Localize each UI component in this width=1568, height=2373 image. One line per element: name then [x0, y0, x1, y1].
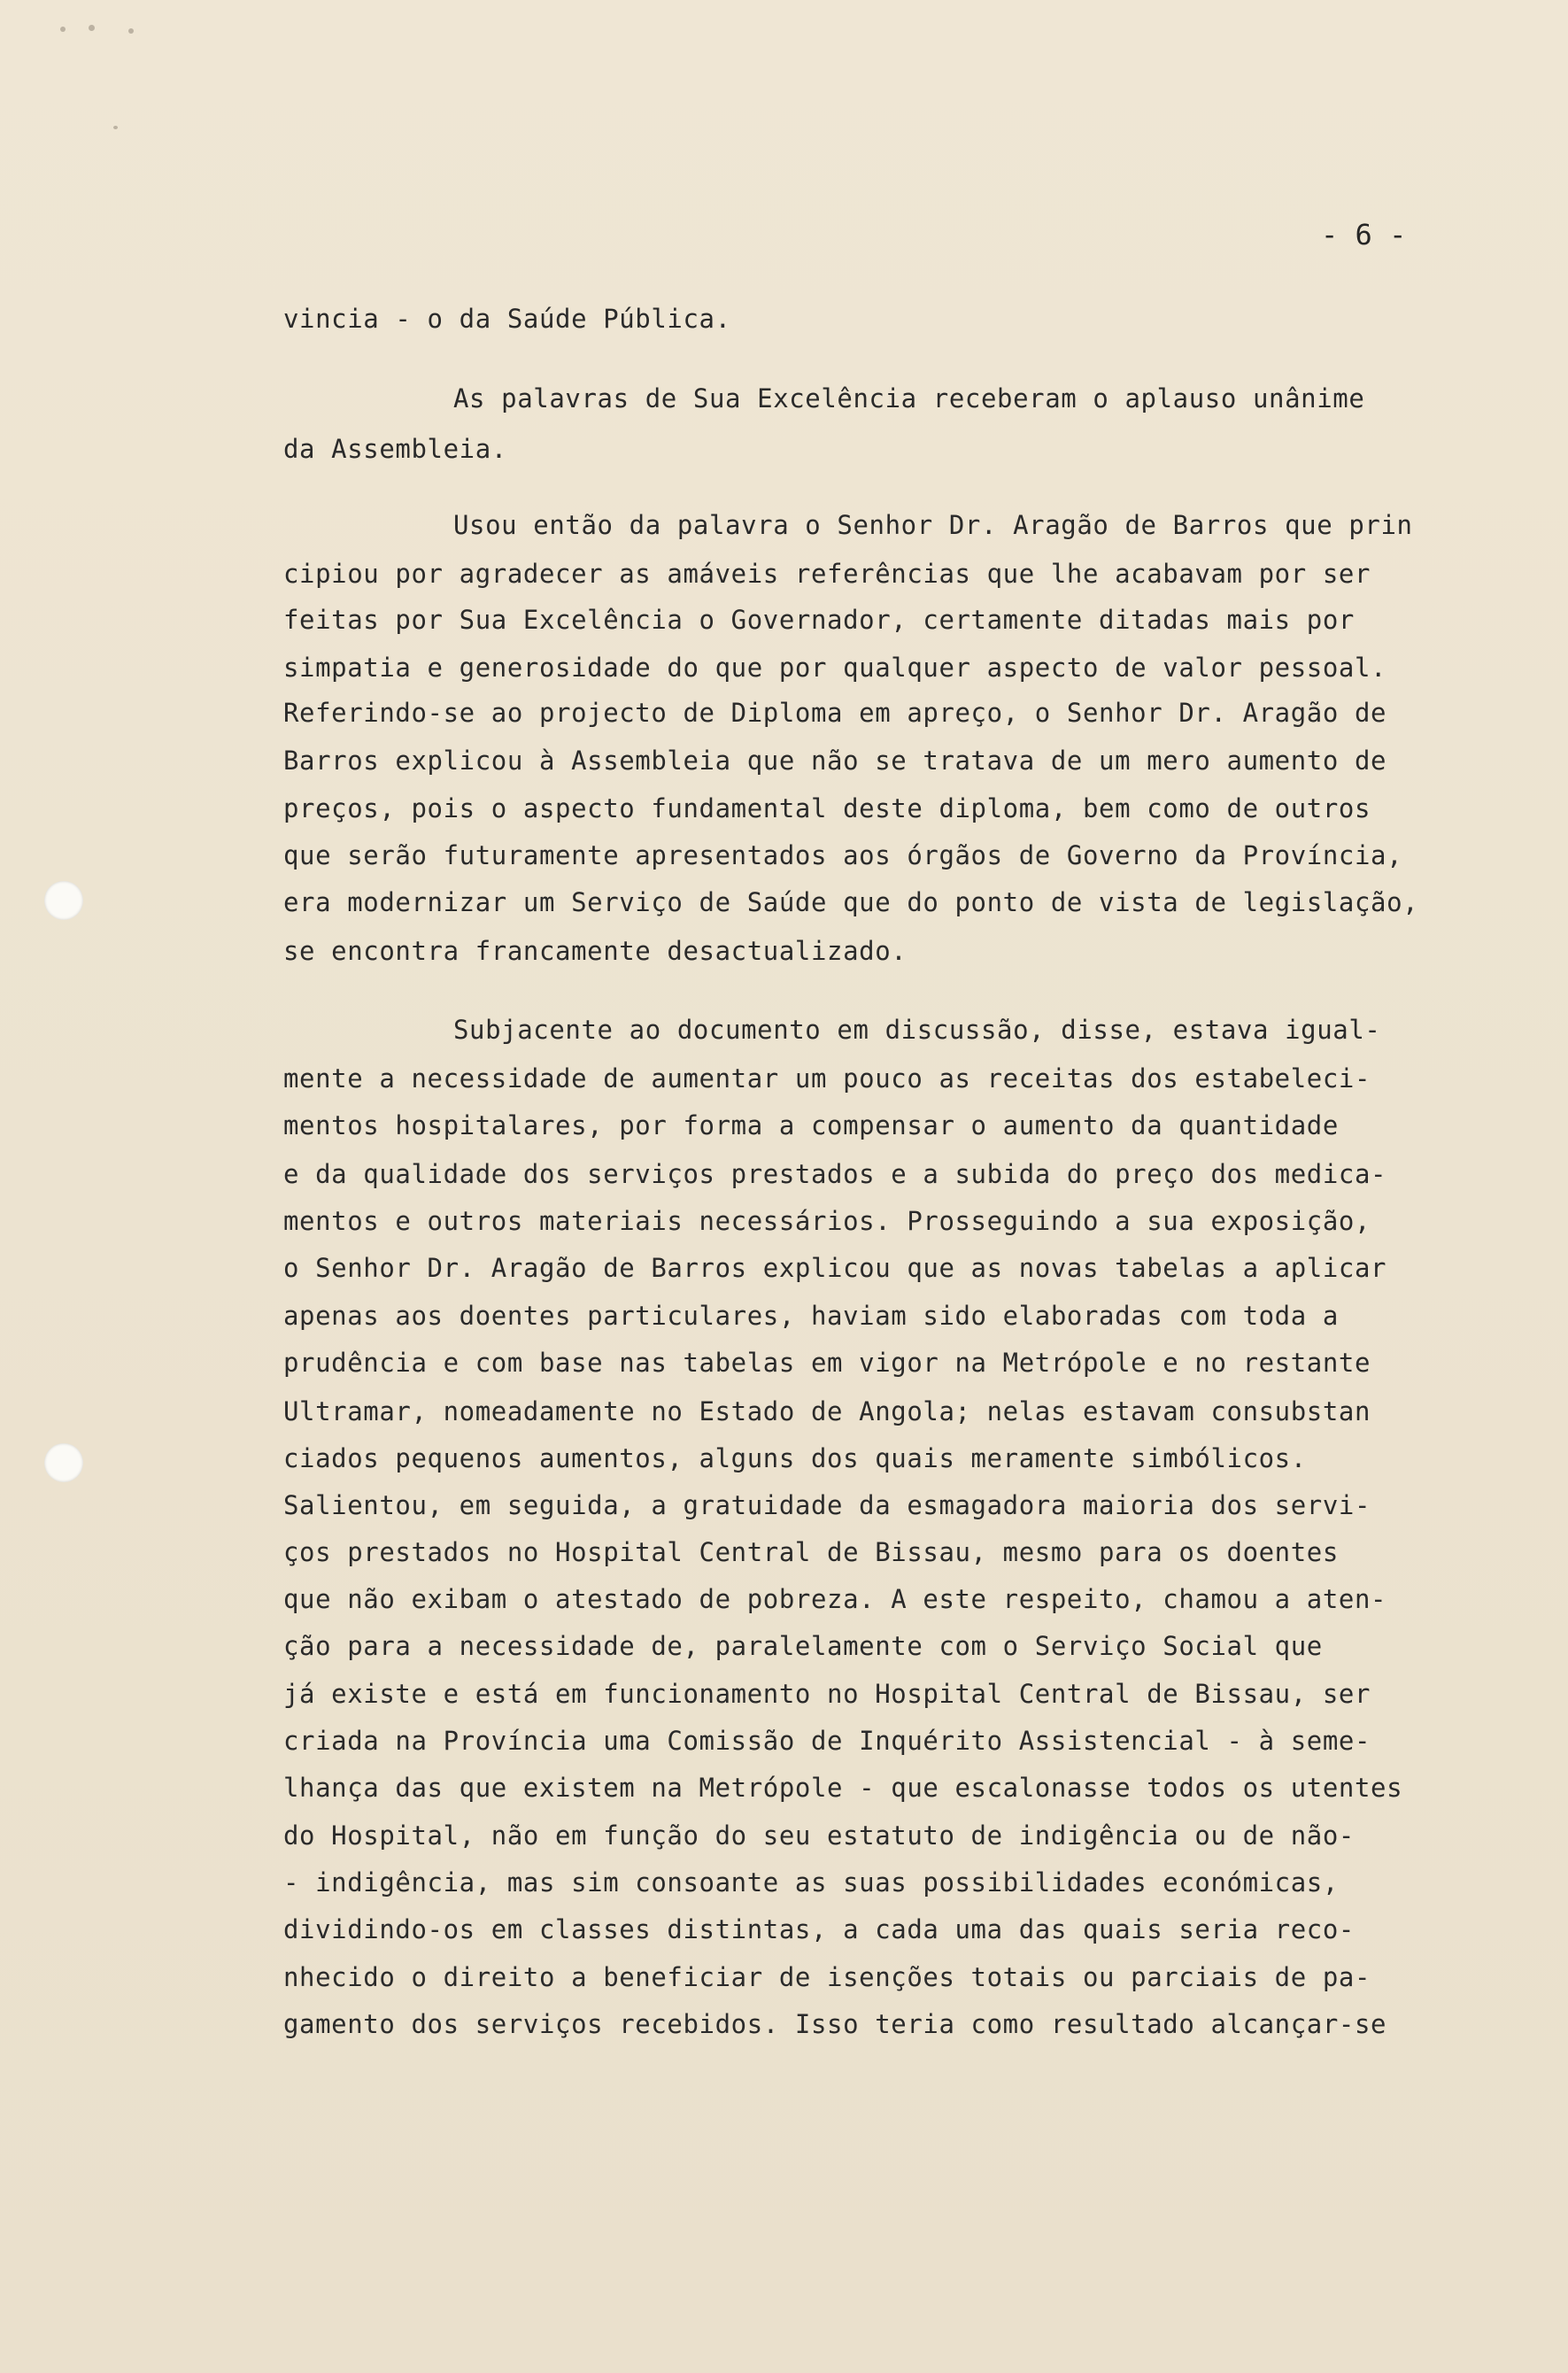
text-line: mentos hospitalares, por forma a compensar o aumento da quantidade — [283, 1110, 1339, 1140]
text-line: apenas aos doentes particulares, haviam sido elaboradas com toda a — [283, 1301, 1339, 1331]
text-line: ção para a necessidade de, paralelamente com o Serviço Social que — [283, 1631, 1323, 1661]
text-line: ciados pequenos aumentos, alguns dos quais meramente simbólicos. — [283, 1443, 1307, 1473]
text-line: Salientou, em seguida, a gratuidade da esmagadora maioria dos servi- — [283, 1490, 1371, 1520]
text-line: Referindo-se ao projecto de Diploma em apreço, o Senhor Dr. Aragão de — [283, 698, 1387, 728]
text-line: do Hospital, não em função do seu estatuto de indigência ou de não- — [283, 1820, 1355, 1851]
page-number: - 6 - — [1321, 218, 1407, 251]
text-line: - indigência, mas sim consoante as suas possibilidades económicas, — [283, 1867, 1339, 1898]
text-line: cipiou por agradecer as amáveis referências que lhe acabavam por ser — [283, 559, 1371, 589]
text-line: da Assembleia. — [283, 434, 507, 464]
text-line: nhecido o direito a beneficiar de isenções totais ou parciais de pa- — [283, 1962, 1371, 1992]
text-line: lhança das que existem na Metrópole - que escalonasse todos os utentes — [283, 1773, 1403, 1803]
text-line: mentos e outros materiais necessários. Prosseguindo a sua exposição, — [283, 1206, 1371, 1236]
text-line: Ultramar, nomeadamente no Estado de Angola; nelas estavam consubstan — [283, 1396, 1371, 1426]
ink-speck — [128, 28, 134, 34]
text-line: que serão futuramente apresentados aos órgãos de Governo da Província, — [283, 840, 1403, 870]
text-line: que não exibam o atestado de pobreza. A este respeito, chamou a aten- — [283, 1584, 1387, 1614]
ink-speck — [89, 25, 95, 31]
text-line: era modernizar um Serviço de Saúde que do ponto de vista de legislação, — [283, 887, 1419, 917]
text-line: se encontra francamente desactualizado. — [283, 936, 908, 966]
punch-hole-top — [44, 881, 83, 920]
text-line: preços, pois o aspecto fundamental deste diploma, bem como de outros — [283, 793, 1371, 823]
text-line: simpatia e generosidade do que por qualquer aspecto de valor pessoal. — [283, 653, 1387, 683]
text-line: e da qualidade dos serviços prestados e a subida do preço dos medica- — [283, 1159, 1387, 1189]
text-line: mente a necessidade de aumentar um pouco as receitas dos estabeleci- — [283, 1063, 1371, 1094]
text-line: prudência e com base nas tabelas em vigor na Metrópole e no restante — [283, 1348, 1371, 1378]
text-line: As palavras de Sua Excelência receberam o aplauso unânime — [453, 383, 1365, 414]
text-line: Subjacente ao documento em discussão, disse, estava igual- — [453, 1015, 1381, 1045]
text-line: feitas por Sua Excelência o Governador, certamente ditadas mais por — [283, 605, 1355, 635]
text-line: o Senhor Dr. Aragão de Barros explicou que as novas tabelas a aplicar — [283, 1253, 1387, 1283]
punch-hole-bottom — [44, 1443, 83, 1482]
text-line: vincia - o da Saúde Pública. — [283, 304, 731, 334]
text-line: Usou então da palavra o Senhor Dr. Aragão de Barros que prin — [453, 510, 1413, 540]
ink-speck — [60, 27, 66, 32]
text-line: criada na Província uma Comissão de Inquérito Assistencial - à seme- — [283, 1726, 1371, 1756]
text-line: já existe e está em funcionamento no Hospital Central de Bissau, ser — [283, 1679, 1371, 1709]
text-line: Barros explicou à Assembleia que não se tratava de um mero aumento de — [283, 746, 1387, 776]
text-line: dividindo-os em classes distintas, a cada uma das quais seria reco- — [283, 1914, 1355, 1944]
text-line: gamento dos serviços recebidos. Isso teria como resultado alcançar-se — [283, 2009, 1387, 2039]
text-line: ços prestados no Hospital Central de Bissau, mesmo para os doentes — [283, 1537, 1339, 1567]
ink-speck — [113, 126, 118, 129]
